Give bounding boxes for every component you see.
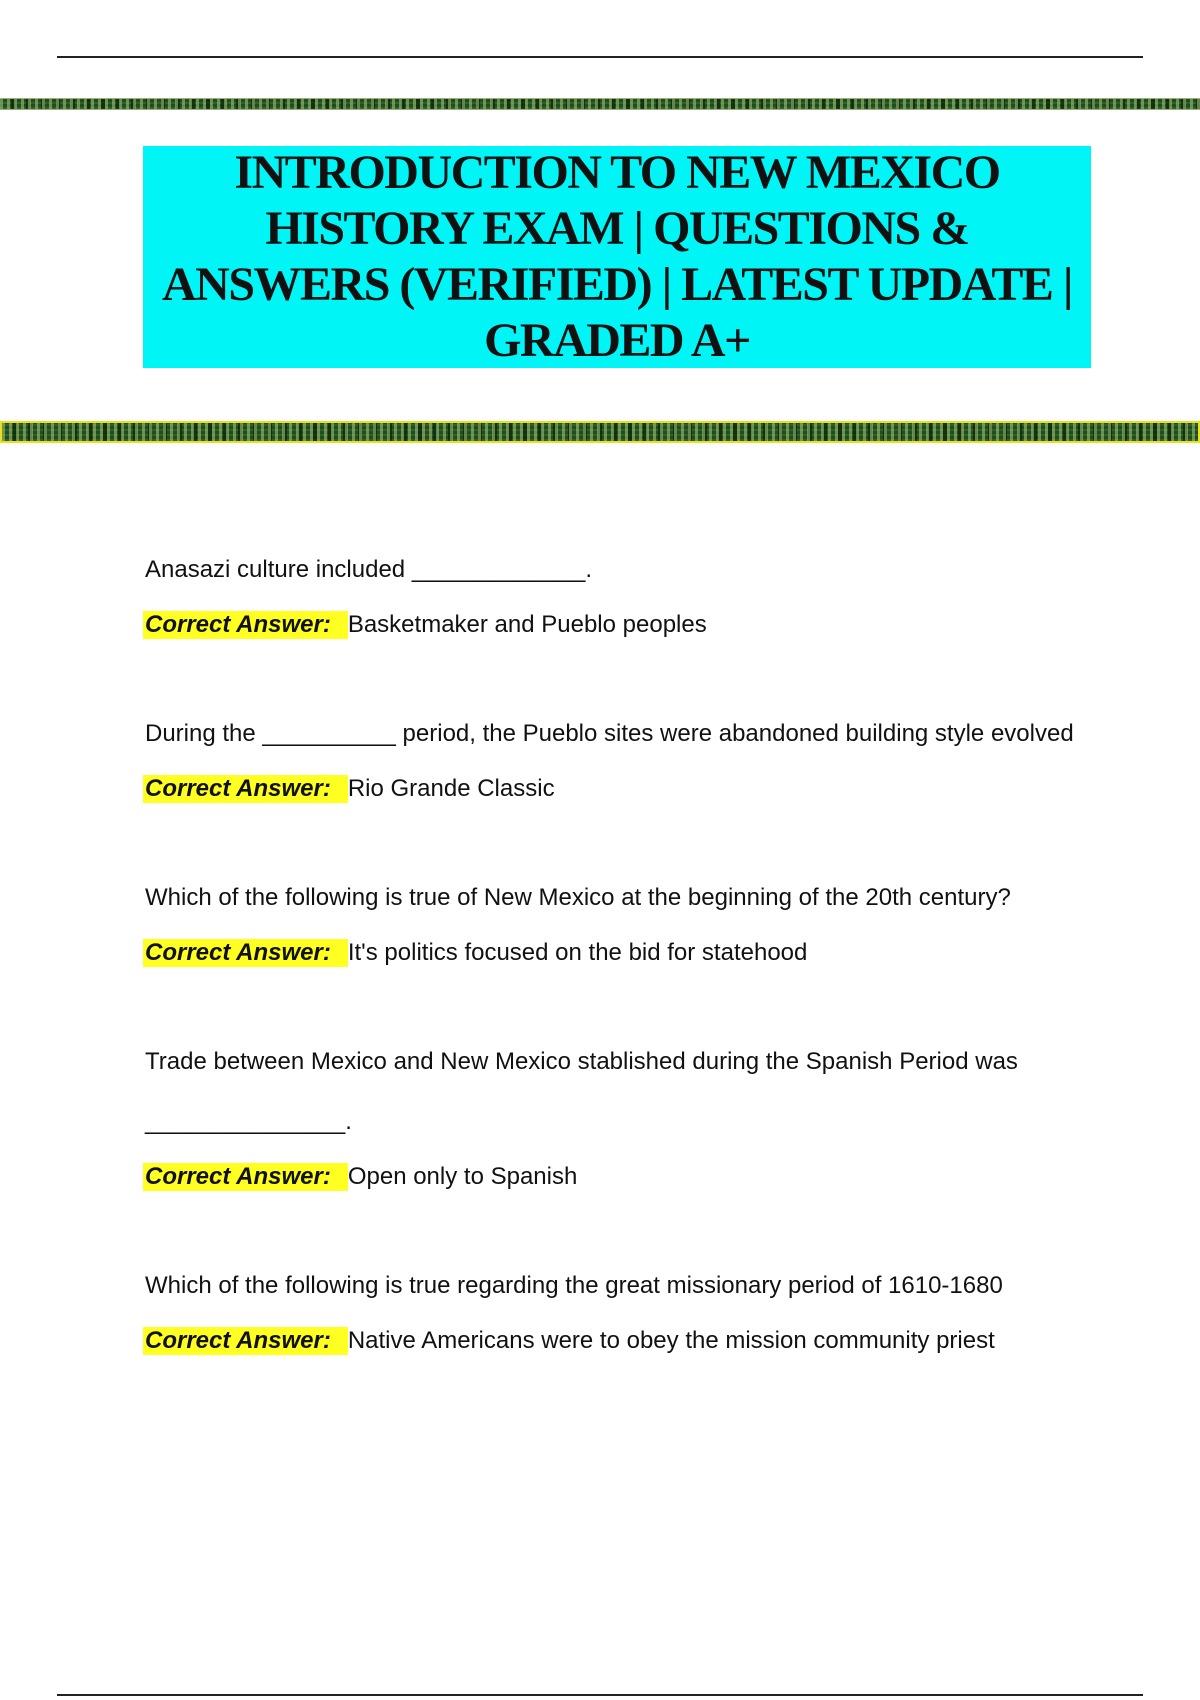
qa-item <box>145 540 1145 650</box>
document-title: INTRODUCTION TO NEW MEXICO HISTORY EXAM | QUESTIONS & ANSWERS (VERIFIED) | LATEST UPDATE | GRADED A+ <box>162 146 1072 367</box>
correct-answer-label: Correct Answer: <box>143 939 348 967</box>
answer-text: Rio Grande Classic <box>347 775 555 802</box>
spacer <box>145 814 1145 868</box>
footer-rule <box>57 1694 1143 1696</box>
spacer <box>145 650 1145 704</box>
question-text: During the __________ period, the Pueblo sites were abandoned building style evolved <box>145 720 1074 747</box>
answer-row <box>145 600 1145 650</box>
answer-text: Basketmaker and Pueblo peoples <box>347 611 707 638</box>
qa-item <box>145 1256 1145 1366</box>
correct-answer-label: Correct Answer: <box>143 1327 348 1355</box>
answer-text: Native Americans were to obey the mission community priest <box>347 1327 995 1354</box>
spacer <box>145 1202 1145 1256</box>
question-text-continued: _______________. <box>145 1108 352 1135</box>
qa-item <box>145 704 1145 814</box>
decorative-band-top <box>0 98 1200 110</box>
answer-row <box>145 928 1145 978</box>
qa-list <box>145 540 1145 1366</box>
correct-answer-label: Correct Answer: <box>143 775 348 803</box>
answer-row <box>145 764 1145 814</box>
answer-text: Open only to Spanish <box>347 1163 578 1190</box>
question-text: Which of the following is true regarding the great missionary period of 1610-1680 <box>145 1272 1003 1299</box>
question-text: Anasazi culture included _____________. <box>145 556 593 583</box>
spacer <box>145 978 1145 1032</box>
question-text: Which of the following is true of New Mexico at the beginning of the 20th century? <box>145 884 1011 911</box>
correct-answer-label: Correct Answer: <box>143 611 348 639</box>
correct-answer-label: Correct Answer: <box>143 1163 348 1191</box>
header-rule <box>57 56 1143 58</box>
title-banner <box>143 146 1091 368</box>
answer-row <box>145 1316 1145 1366</box>
decorative-band-bottom <box>0 421 1200 443</box>
question-text: Trade between Mexico and New Mexico stablished during the Spanish Period was <box>145 1048 1018 1075</box>
answer-text: It's politics focused on the bid for statehood <box>347 939 808 966</box>
answer-row <box>145 1152 1145 1202</box>
qa-item <box>145 868 1145 978</box>
qa-item <box>145 1032 1145 1202</box>
